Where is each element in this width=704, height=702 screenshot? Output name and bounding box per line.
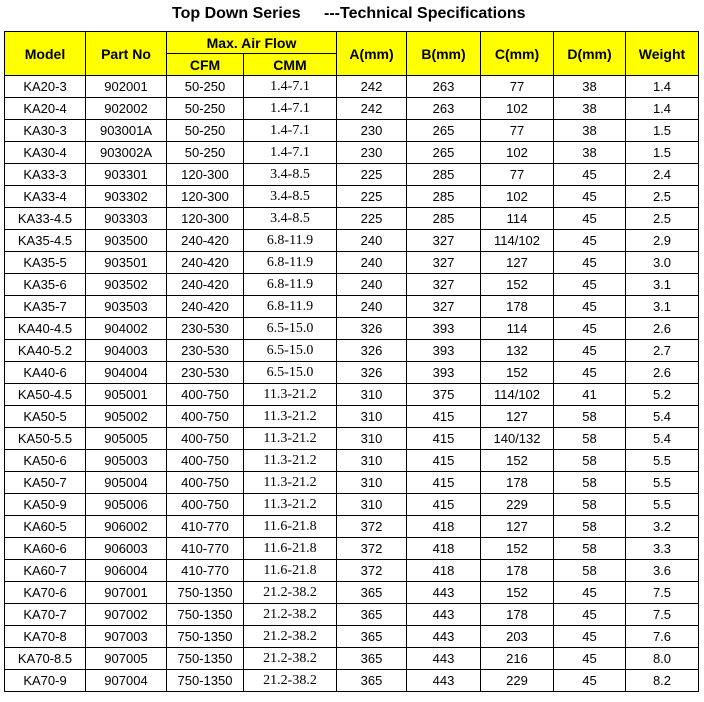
model-cell: KA60-7 [5,560,86,582]
weight-cell: 5.5 [626,450,699,472]
model-cell: KA40-4.5 [5,318,86,340]
model-cell: KA50-5.5 [5,428,86,450]
c-cell: 178 [481,560,554,582]
cmm-cell: 11.6-21.8 [244,538,337,560]
table-row [5,120,699,142]
table-row [5,582,699,604]
weight-cell: 3.1 [626,296,699,318]
table-row [5,98,699,120]
b-cell: 418 [407,538,481,560]
table-row [5,252,699,274]
a-cell: 240 [337,296,407,318]
table-row [5,450,699,472]
cfm-cell: 120-300 [167,186,244,208]
weight-cell: 8.2 [626,670,699,692]
model-cell: KA70-7 [5,604,86,626]
b-cell: 443 [407,670,481,692]
model-cell: KA70-9 [5,670,86,692]
part-no-cell: 905003 [86,450,167,472]
cmm-cell: 6.8-11.9 [244,252,337,274]
cfm-cell: 120-300 [167,208,244,230]
a-cell: 240 [337,274,407,296]
c-cell: 114 [481,318,554,340]
part-no-cell: 907004 [86,670,167,692]
c-cell: 229 [481,494,554,516]
part-no-cell: 905004 [86,472,167,494]
cmm-cell: 21.2-38.2 [244,648,337,670]
part-no-cell: 906002 [86,516,167,538]
d-cell: 45 [554,340,626,362]
d-cell: 45 [554,670,626,692]
part-no-cell: 907001 [86,582,167,604]
cmm-cell: 11.3-21.2 [244,494,337,516]
model-cell: KA50-5 [5,406,86,428]
table-row [5,164,699,186]
c-cell: 152 [481,582,554,604]
b-cell: 263 [407,76,481,98]
header-cfm: CFM [167,54,244,76]
table-row [5,384,699,406]
b-cell: 375 [407,384,481,406]
d-cell: 45 [554,186,626,208]
a-cell: 310 [337,450,407,472]
table-row [5,626,699,648]
header-part-no: Part No [86,32,167,76]
b-cell: 327 [407,252,481,274]
table-row [5,230,699,252]
b-cell: 443 [407,648,481,670]
cfm-cell: 750-1350 [167,626,244,648]
cfm-cell: 400-750 [167,406,244,428]
a-cell: 242 [337,98,407,120]
part-no-cell: 903301 [86,164,167,186]
cfm-cell: 400-750 [167,494,244,516]
b-cell: 415 [407,450,481,472]
d-cell: 38 [554,142,626,164]
c-cell: 203 [481,626,554,648]
b-cell: 327 [407,296,481,318]
c-cell: 152 [481,538,554,560]
cfm-cell: 400-750 [167,384,244,406]
part-no-cell: 906004 [86,560,167,582]
a-cell: 365 [337,648,407,670]
a-cell: 230 [337,120,407,142]
a-cell: 372 [337,516,407,538]
d-cell: 58 [554,428,626,450]
table-row [5,318,699,340]
cmm-cell: 11.3-21.2 [244,428,337,450]
weight-cell: 2.5 [626,208,699,230]
table-row [5,142,699,164]
model-cell: KA33-4.5 [5,208,86,230]
spec-table [4,31,699,692]
part-no-cell: 905005 [86,428,167,450]
d-cell: 58 [554,450,626,472]
header-c: C(mm) [481,32,554,76]
c-cell: 102 [481,98,554,120]
d-cell: 45 [554,648,626,670]
model-cell: KA35-5 [5,252,86,274]
c-cell: 114/102 [481,384,554,406]
weight-cell: 2.5 [626,186,699,208]
cmm-cell: 6.5-15.0 [244,340,337,362]
d-cell: 45 [554,604,626,626]
a-cell: 310 [337,494,407,516]
b-cell: 327 [407,230,481,252]
model-cell: KA50-6 [5,450,86,472]
weight-cell: 7.6 [626,626,699,648]
b-cell: 443 [407,604,481,626]
model-cell: KA20-4 [5,98,86,120]
weight-cell: 3.2 [626,516,699,538]
b-cell: 418 [407,516,481,538]
cfm-cell: 50-250 [167,76,244,98]
cmm-cell: 1.4-7.1 [244,142,337,164]
b-cell: 443 [407,626,481,648]
a-cell: 225 [337,208,407,230]
table-row [5,472,699,494]
header-b: B(mm) [407,32,481,76]
cfm-cell: 50-250 [167,98,244,120]
d-cell: 41 [554,384,626,406]
cmm-cell: 6.8-11.9 [244,274,337,296]
cfm-cell: 50-250 [167,142,244,164]
model-cell: KA35-7 [5,296,86,318]
table-row [5,494,699,516]
b-cell: 443 [407,582,481,604]
spec-table-body [5,76,699,692]
cfm-cell: 240-420 [167,274,244,296]
d-cell: 45 [554,252,626,274]
c-cell: 229 [481,670,554,692]
table-row [5,560,699,582]
table-row [5,76,699,98]
d-cell: 58 [554,516,626,538]
cmm-cell: 11.3-21.2 [244,406,337,428]
cmm-cell: 11.3-21.2 [244,384,337,406]
cfm-cell: 240-420 [167,252,244,274]
d-cell: 58 [554,494,626,516]
a-cell: 365 [337,582,407,604]
table-row [5,428,699,450]
part-no-cell: 906003 [86,538,167,560]
d-cell: 45 [554,296,626,318]
d-cell: 45 [554,208,626,230]
part-no-cell: 907005 [86,648,167,670]
model-cell: KA35-4.5 [5,230,86,252]
model-cell: KA40-6 [5,362,86,384]
b-cell: 263 [407,98,481,120]
weight-cell: 7.5 [626,604,699,626]
weight-cell: 2.6 [626,318,699,340]
weight-cell: 7.5 [626,582,699,604]
b-cell: 393 [407,340,481,362]
part-no-cell: 903502 [86,274,167,296]
cfm-cell: 240-420 [167,230,244,252]
a-cell: 326 [337,340,407,362]
part-no-cell: 904002 [86,318,167,340]
part-no-cell: 903302 [86,186,167,208]
weight-cell: 8.0 [626,648,699,670]
weight-cell: 1.4 [626,76,699,98]
d-cell: 38 [554,76,626,98]
part-no-cell: 905002 [86,406,167,428]
header-d: D(mm) [554,32,626,76]
weight-cell: 1.5 [626,142,699,164]
weight-cell: 3.6 [626,560,699,582]
page-title [0,0,704,31]
weight-cell: 3.3 [626,538,699,560]
b-cell: 415 [407,494,481,516]
b-cell: 393 [407,362,481,384]
cfm-cell: 230-530 [167,340,244,362]
model-cell: KA50-9 [5,494,86,516]
weight-cell: 2.7 [626,340,699,362]
cfm-cell: 410-770 [167,516,244,538]
a-cell: 372 [337,560,407,582]
cmm-cell: 11.3-21.2 [244,472,337,494]
part-no-cell: 903001A [86,120,167,142]
table-row [5,406,699,428]
cmm-cell: 11.6-21.8 [244,516,337,538]
c-cell: 114/102 [481,230,554,252]
cmm-cell: 6.5-15.0 [244,362,337,384]
c-cell: 152 [481,274,554,296]
cmm-cell: 11.6-21.8 [244,560,337,582]
cfm-cell: 410-770 [167,538,244,560]
table-row [5,340,699,362]
a-cell: 326 [337,318,407,340]
d-cell: 45 [554,362,626,384]
model-cell: KA60-5 [5,516,86,538]
weight-cell: 5.4 [626,428,699,450]
cmm-cell: 1.4-7.1 [244,76,337,98]
d-cell: 38 [554,120,626,142]
c-cell: 127 [481,516,554,538]
part-no-cell: 904004 [86,362,167,384]
cfm-cell: 400-750 [167,450,244,472]
cfm-cell: 400-750 [167,472,244,494]
part-no-cell: 903500 [86,230,167,252]
cmm-cell: 21.2-38.2 [244,670,337,692]
table-row [5,648,699,670]
table-row [5,670,699,692]
table-row [5,362,699,384]
a-cell: 242 [337,76,407,98]
a-cell: 225 [337,186,407,208]
part-no-cell: 907002 [86,604,167,626]
header-model: Model [5,32,86,76]
c-cell: 102 [481,186,554,208]
d-cell: 58 [554,472,626,494]
weight-cell: 3.1 [626,274,699,296]
header-a: A(mm) [337,32,407,76]
a-cell: 310 [337,406,407,428]
cmm-cell: 3.4-8.5 [244,208,337,230]
d-cell: 38 [554,98,626,120]
model-cell: KA50-4.5 [5,384,86,406]
table-row [5,516,699,538]
weight-cell: 5.4 [626,406,699,428]
d-cell: 45 [554,582,626,604]
cmm-cell: 21.2-38.2 [244,582,337,604]
weight-cell: 2.4 [626,164,699,186]
c-cell: 127 [481,252,554,274]
cfm-cell: 230-530 [167,362,244,384]
model-cell: KA50-7 [5,472,86,494]
a-cell: 326 [337,362,407,384]
c-cell: 102 [481,142,554,164]
cfm-cell: 410-770 [167,560,244,582]
table-row [5,186,699,208]
weight-cell: 2.9 [626,230,699,252]
weight-cell: 5.5 [626,494,699,516]
weight-cell: 5.2 [626,384,699,406]
c-cell: 77 [481,164,554,186]
d-cell: 45 [554,318,626,340]
b-cell: 285 [407,164,481,186]
part-no-cell: 902001 [86,76,167,98]
b-cell: 415 [407,472,481,494]
cfm-cell: 750-1350 [167,604,244,626]
cfm-cell: 120-300 [167,164,244,186]
part-no-cell: 902002 [86,98,167,120]
part-no-cell: 905001 [86,384,167,406]
weight-cell: 2.6 [626,362,699,384]
a-cell: 372 [337,538,407,560]
c-cell: 216 [481,648,554,670]
a-cell: 230 [337,142,407,164]
model-cell: KA30-3 [5,120,86,142]
d-cell: 58 [554,538,626,560]
d-cell: 58 [554,406,626,428]
header-max-air-flow: Max. Air Flow [167,32,337,54]
table-row [5,208,699,230]
part-no-cell: 905006 [86,494,167,516]
c-cell: 178 [481,472,554,494]
table-row [5,274,699,296]
model-cell: KA70-6 [5,582,86,604]
a-cell: 240 [337,230,407,252]
cfm-cell: 750-1350 [167,648,244,670]
d-cell: 58 [554,560,626,582]
weight-cell: 5.5 [626,472,699,494]
cfm-cell: 400-750 [167,428,244,450]
cfm-cell: 750-1350 [167,670,244,692]
c-cell: 132 [481,340,554,362]
model-cell: KA60-6 [5,538,86,560]
cmm-cell: 21.2-38.2 [244,604,337,626]
c-cell: 127 [481,406,554,428]
cmm-cell: 11.3-21.2 [244,450,337,472]
cmm-cell: 3.4-8.5 [244,186,337,208]
weight-cell: 1.4 [626,98,699,120]
c-cell: 140/132 [481,428,554,450]
part-no-cell: 907003 [86,626,167,648]
table-row [5,296,699,318]
c-cell: 152 [481,362,554,384]
b-cell: 285 [407,186,481,208]
model-cell: KA70-8 [5,626,86,648]
b-cell: 265 [407,120,481,142]
model-cell: KA35-6 [5,274,86,296]
header-weight: Weight [626,32,699,76]
model-cell: KA40-5.2 [5,340,86,362]
cmm-cell: 1.4-7.1 [244,98,337,120]
c-cell: 77 [481,120,554,142]
table-row [5,604,699,626]
model-cell: KA70-8.5 [5,648,86,670]
c-cell: 114 [481,208,554,230]
cmm-cell: 1.4-7.1 [244,120,337,142]
cmm-cell: 6.5-15.0 [244,318,337,340]
b-cell: 415 [407,428,481,450]
a-cell: 365 [337,604,407,626]
a-cell: 310 [337,428,407,450]
a-cell: 365 [337,670,407,692]
cmm-cell: 21.2-38.2 [244,626,337,648]
b-cell: 327 [407,274,481,296]
a-cell: 225 [337,164,407,186]
b-cell: 418 [407,560,481,582]
weight-cell: 1.5 [626,120,699,142]
d-cell: 45 [554,626,626,648]
part-no-cell: 904003 [86,340,167,362]
b-cell: 415 [407,406,481,428]
d-cell: 45 [554,164,626,186]
c-cell: 152 [481,450,554,472]
cfm-cell: 240-420 [167,296,244,318]
part-no-cell: 903303 [86,208,167,230]
model-cell: KA20-3 [5,76,86,98]
model-cell: KA33-4 [5,186,86,208]
cmm-cell: 3.4-8.5 [244,164,337,186]
b-cell: 285 [407,208,481,230]
cmm-cell: 6.8-11.9 [244,296,337,318]
weight-cell: 3.0 [626,252,699,274]
part-no-cell: 903002A [86,142,167,164]
title-spec: ---Technical Specifications [324,5,526,22]
part-no-cell: 903501 [86,252,167,274]
a-cell: 310 [337,384,407,406]
title-series: Top Down Series [172,5,301,22]
model-cell: KA33-3 [5,164,86,186]
cfm-cell: 750-1350 [167,582,244,604]
a-cell: 240 [337,252,407,274]
cfm-cell: 230-530 [167,318,244,340]
table-row [5,538,699,560]
cmm-cell: 6.8-11.9 [244,230,337,252]
part-no-cell: 903503 [86,296,167,318]
d-cell: 45 [554,230,626,252]
d-cell: 45 [554,274,626,296]
c-cell: 178 [481,604,554,626]
model-cell: KA30-4 [5,142,86,164]
c-cell: 77 [481,76,554,98]
a-cell: 365 [337,626,407,648]
c-cell: 178 [481,296,554,318]
a-cell: 310 [337,472,407,494]
b-cell: 265 [407,142,481,164]
cfm-cell: 50-250 [167,120,244,142]
header-cmm: CMM [244,54,337,76]
b-cell: 393 [407,318,481,340]
